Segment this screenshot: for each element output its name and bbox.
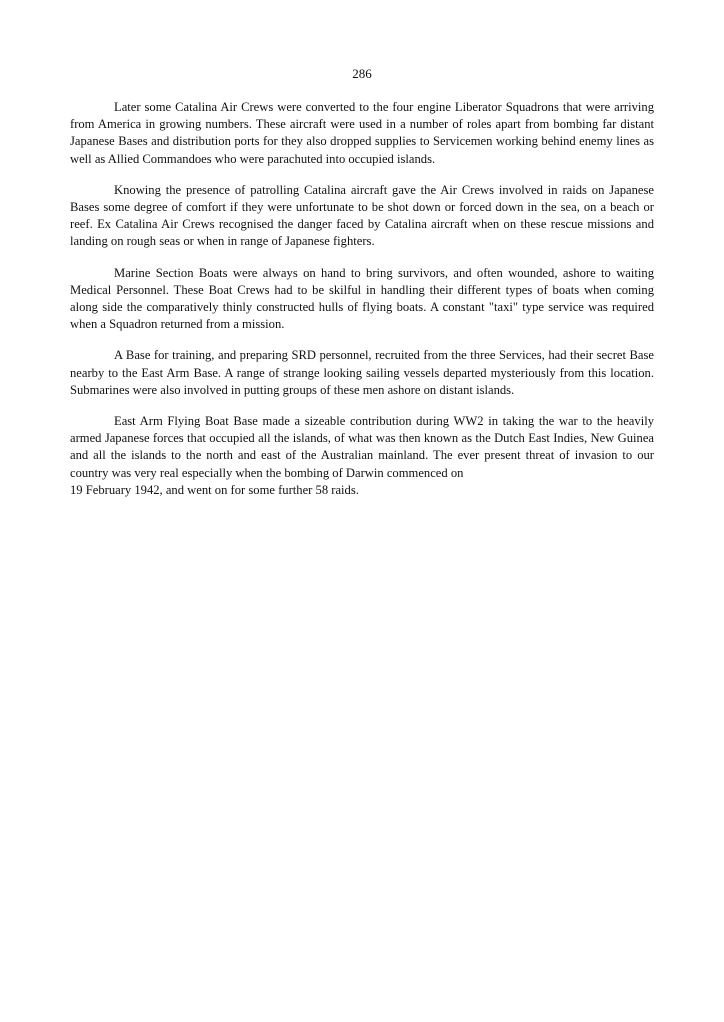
page-number: 286 xyxy=(352,66,372,81)
paragraph-final-line: 19 February 1942, and went on for some further 58 raids. xyxy=(70,482,359,497)
paragraph-srd-training-base: A Base for training, and preparing SRD personnel, recruited from the three Services, had their secret Base nearby to the East Arm Base. A range of strange looking sailing vessels departed mysteriously from this location. Submarines were also involved in putting groups of these men ashore on distant islands. xyxy=(70,348,654,397)
paragraph-east-arm-contribution: East Arm Flying Boat Base made a sizeable contribution during WW2 in taking the war to the heavily armed Japanese forces that occupied all the islands, of what was then known as the Dutch East Indies, New Guinea and all the islands to the north and east of the Australian mainland. The ever present threat of invasion to our country was very real especially when the bombing of Darwin commenced on xyxy=(70,414,654,480)
paragraph-liberator-squadrons: Later some Catalina Air Crews were converted to the four engine Liberator Squadrons that were arriving from America in growing numbers. These aircraft were used in a number of roles apart from bombing far distant Japanese Bases and distribution ports for they also dropped supplies to Servicemen working behind enemy lines as well as Allied Commandoes who were parachuted into occupied islands. xyxy=(70,100,654,166)
paragraph-catalina-patrols: Knowing the presence of patrolling Catalina aircraft gave the Air Crews involved in raids on Japanese Bases some degree of comfort if they were unfortunate to be shot down or forced down in the sea, on a beach or reef. Ex Catalina Air Crews recognised the danger faced by Catalina aircraft when on these rescue missions and landing on rough seas or when in range of Japanese fighters. xyxy=(70,182,654,249)
paragraph-marine-section-boats: Marine Section Boats were always on hand to bring survivors, and often wounded, ashore to waiting Medical Personnel. These Boat Crews had to be skilful in handling their different types of boats when coming along side the comparatively thinly constructed hulls of flying boats. A constant "taxi" type service was required when a Squadron returned from a mission. xyxy=(70,265,654,332)
body-text xyxy=(70,99,654,499)
